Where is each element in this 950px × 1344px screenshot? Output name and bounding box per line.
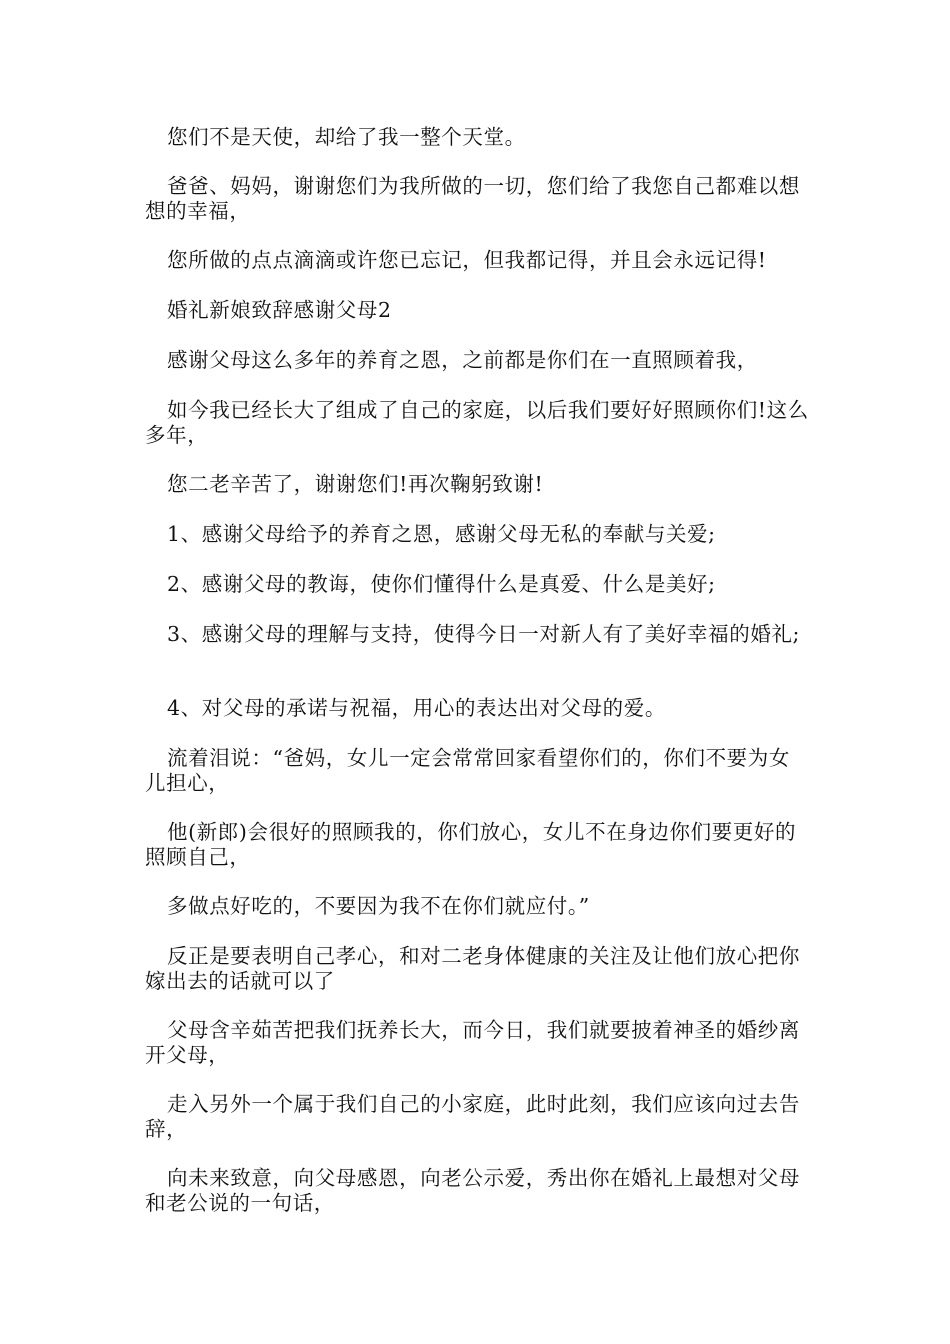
list-item: 1、感谢父母给予的养育之恩，感谢父母无私的奉献与关爱; bbox=[167, 522, 716, 546]
paragraph: 向未来致意，向父母感恩，向老公示爱，秀出你在婚礼上最想对父母和老公说的一句话， bbox=[145, 1166, 800, 1215]
paragraph: 爸爸、妈妈，谢谢您们为我所做的一切，您们给了我您自己都难以想想的幸福， bbox=[145, 174, 800, 223]
list-item: 2、感谢父母的教诲，使你们懂得什么是真爱、什么是美好; bbox=[167, 572, 716, 596]
paragraph: 他(新郎)会很好的照顾我的，你们放心，女儿不在身边你们要更好的照顾自己， bbox=[145, 820, 797, 869]
paragraph: 流着泪说：“爸妈，女儿一定会常常回家看望你们的，你们不要为女儿担心， bbox=[145, 746, 790, 795]
paragraph: 感谢父母这么多年的养育之恩，之前都是你们在一直照顾着我， bbox=[167, 348, 758, 372]
paragraph: 您们不是天使，却给了我一整个天堂。 bbox=[167, 125, 526, 149]
paragraph: 您二老辛苦了，谢谢您们!再次鞠躬致谢! bbox=[167, 472, 544, 496]
paragraph: 您所做的点点滴滴或许您已忘记，但我都记得，并且会永远记得! bbox=[167, 248, 767, 272]
paragraph: 父母含辛茹苦把我们抚养长大，而今日，我们就要披着神圣的婚纱离开父母， bbox=[145, 1018, 800, 1067]
paragraph: 反正是要表明自己孝心，和对二老身体健康的关注及让他们放心把你嫁出去的话就可以了 bbox=[145, 944, 800, 993]
paragraph: 多做点好吃的，不要因为我不在你们就应付。” bbox=[167, 894, 590, 918]
paragraph: 如今我已经长大了组成了自己的家庭，以后我们要好好照顾你们!这么多年， bbox=[145, 398, 809, 447]
section-heading: 婚礼新娘致辞感谢父母2 bbox=[167, 298, 392, 322]
paragraph: 走入另外一个属于我们自己的小家庭，此时此刻，我们应该向过去告辞， bbox=[145, 1092, 800, 1141]
list-item: 3、感谢父母的理解与支持，使得今日一对新人有了美好幸福的婚礼; bbox=[167, 622, 801, 646]
list-item: 4、对父母的承诺与祝福，用心的表达出对父母的爱。 bbox=[167, 696, 666, 720]
